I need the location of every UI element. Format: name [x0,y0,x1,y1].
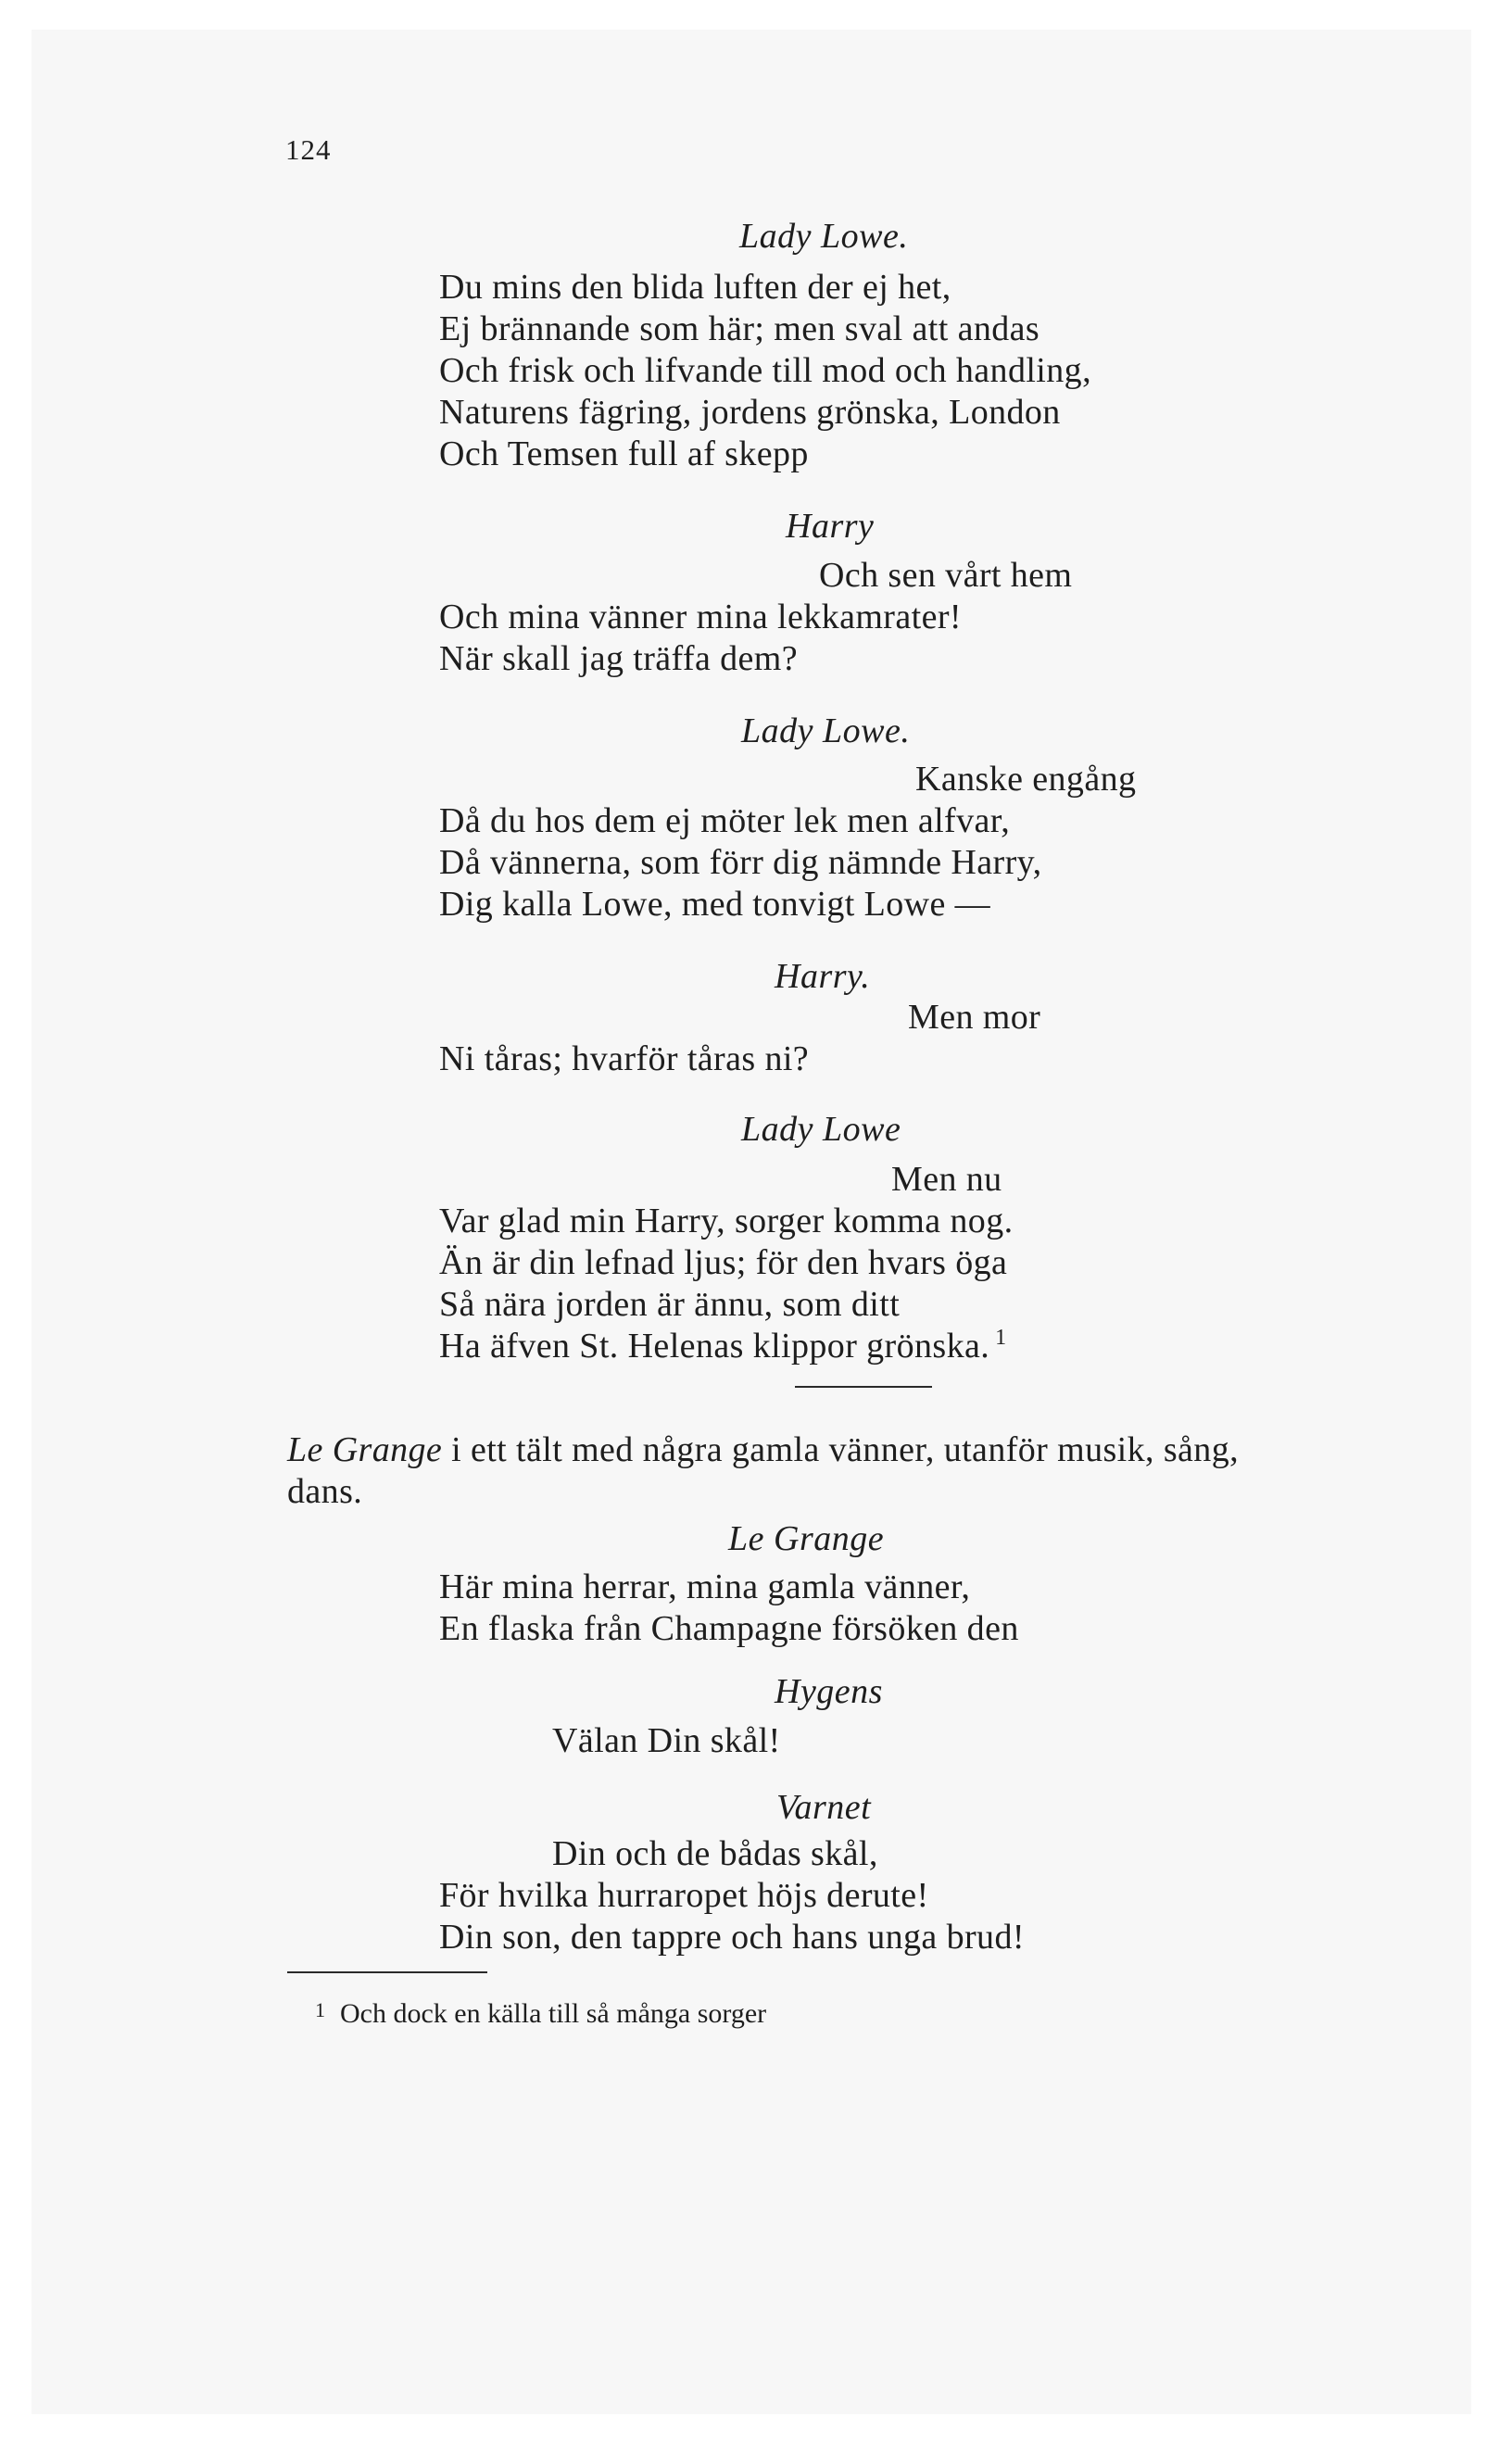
footnote-reference: 1 [995,1326,1007,1350]
verse-line: En flaska från Champagne försöken den [439,1609,1019,1648]
stage-direction [287,1429,1239,1471]
verse-line: Var glad min Harry, sorger komma nog. [439,1202,1014,1240]
section-divider [795,1386,932,1388]
speaker-name: Harry [786,507,875,546]
verse-line: Ej brännande som här; men sval att andas [439,309,1040,348]
verse-line: Din son, den tappre och hans unga brud! [439,1918,1025,1957]
speaker-name: Lady Lowe [741,1110,901,1149]
verse-line: Och mina vänner mina lekkamrater! [439,598,962,636]
verse-line: Och Temsen full af skepp [439,434,809,473]
verse-line: Välan Din skål! [552,1721,781,1760]
verse-line: Men mor [908,998,1041,1037]
footnote-text: Och dock en källa till så många sorger [340,1998,767,2029]
verse-line: Då vännerna, som förr dig nämnde Harry, [439,843,1042,882]
verse-line [439,1325,1007,1372]
verse-line: Men nu [891,1160,1002,1199]
speaker-name: Hygens [775,1672,883,1711]
speaker-name: Harry. [775,957,871,996]
verse-line: När skall jag träffa dem? [439,639,799,678]
stage-direction-text: i ett tält med några gamla vänner, utanför musik, sång, [442,1430,1239,1469]
speaker-name: Le Grange [728,1519,885,1558]
stage-direction-name: Le Grange [287,1430,443,1469]
verse-line: Än är din lefnad ljus; för den hvars öga [439,1243,1008,1282]
footnote-marker: 1 [315,1998,325,2021]
verse-text: Ha äfven St. Helenas klippor grönska. [439,1327,990,1366]
footnote [315,1996,766,2033]
footnote-divider [287,1971,487,1973]
verse-line: Och sen vårt hem [819,556,1073,595]
verse-line: Så nära jorden är ännu, som ditt [439,1285,901,1324]
page-number: 124 [285,133,332,166]
verse-line: Dig kalla Lowe, med tonvigt Lowe — [439,885,991,924]
verse-line: Du mins den blida luften der ej het, [439,268,951,307]
speaker-name: Lady Lowe. [741,711,911,750]
stage-direction-continued: dans. [287,1472,363,1511]
verse-line: Då du hos dem ej möter lek men alfvar, [439,801,1011,840]
speaker-name: Lady Lowe. [739,217,909,256]
verse-line: Naturens fägring, jordens grönska, London [439,393,1061,432]
verse-line: För hvilka hurraropet höjs derute! [439,1876,929,1915]
verse-line: Och frisk och lifvande till mod och handling, [439,351,1091,390]
verse-line: Kanske engång [915,760,1137,799]
speaker-name: Varnet [776,1788,872,1827]
verse-line: Din och de bådas skål, [552,1834,878,1873]
verse-line: Ni tåras; hvarför tåras ni? [439,1039,810,1078]
verse-line: Här mina herrar, mina gamla vänner, [439,1567,971,1606]
